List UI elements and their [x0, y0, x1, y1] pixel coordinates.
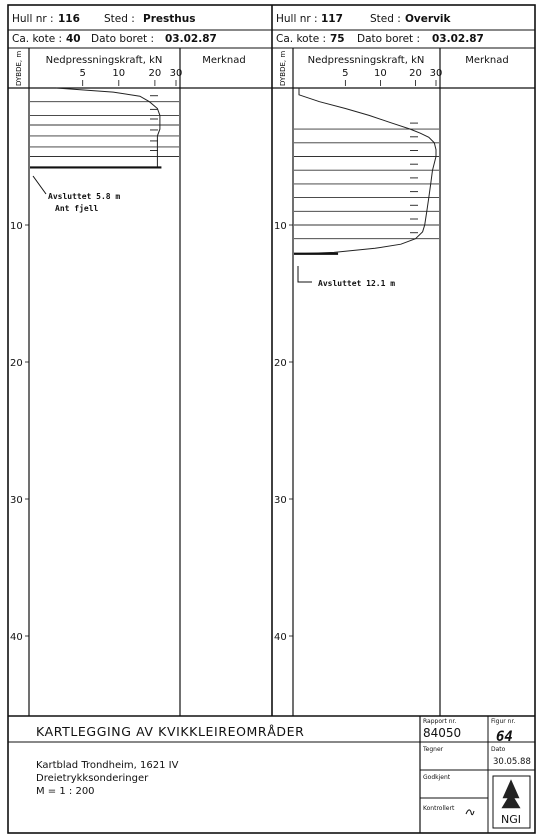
dato-label: Dato boret : [357, 33, 421, 45]
force-tick-label: 10 [374, 68, 387, 79]
dato-value: 30.05.88 [493, 757, 531, 767]
godkjent-label: Godkjent [423, 774, 451, 781]
title-block [8, 716, 535, 833]
depth-label: 20 [10, 358, 23, 369]
kote-value: 40 [66, 33, 81, 45]
annotation-leader [298, 266, 312, 282]
borehole-log-117 [272, 13, 535, 716]
subtitle-line-1: Kartblad Trondheim, 1621 IV [36, 760, 179, 771]
force-axis-header: Nedpressningskraft, kN [45, 55, 163, 66]
logo-text: NGI [501, 813, 521, 826]
subtitle-line-3: M = 1 : 200 [36, 786, 95, 797]
rapport-number: 84050 [423, 726, 462, 740]
depth-label: 10 [274, 221, 287, 232]
tree-icon [502, 780, 520, 808]
kote-label: Ca. kote : [276, 33, 327, 45]
depth-labels [10, 221, 29, 643]
tegner-label: Tegner [423, 746, 444, 753]
figur-number: 64 [496, 729, 513, 745]
force-tick-label: 20 [148, 68, 162, 79]
hull-number: 116 [58, 13, 80, 25]
depth-label: 40 [274, 632, 287, 643]
remark-header: Merknad [465, 55, 509, 66]
sted-name: Overvik [405, 13, 451, 25]
force-tick-label: 10 [112, 68, 126, 79]
depth-label: 40 [10, 632, 23, 643]
force-tick-label: 5 [79, 68, 86, 79]
main-title: KARTLEGGING AV KVIKKLEIREOMRÅDER [36, 724, 305, 739]
borehole-log-116 [8, 5, 272, 716]
annotation-line-2: Ant fjell [55, 204, 99, 213]
rapport-label: Rapport nr. [423, 718, 457, 725]
depth-label: 30 [10, 495, 23, 506]
annotation-line-1: Avsluttet 12.1 m [318, 279, 396, 288]
dato-label: Dato boret : [91, 33, 155, 45]
depth-axis-header: DYBDE, m [15, 50, 23, 86]
force-tick-labels [80, 68, 183, 86]
remark-header: Merknad [202, 55, 246, 66]
depth-label: 20 [274, 358, 287, 369]
sted-label: Sted : [104, 13, 135, 25]
force-tick-label: 20 [409, 68, 422, 79]
sted-name: Presthus [143, 13, 196, 25]
ngi-logo [493, 776, 530, 828]
force-tick-label: 30 [169, 68, 183, 79]
kontrollert-label: Kontrollert [423, 805, 455, 812]
dato-label: Dato [491, 746, 506, 753]
sted-label: Sted : [370, 13, 401, 25]
resistance-profile [56, 88, 160, 168]
dato-value: 03.02.87 [165, 33, 217, 45]
force-axis-header: Nedpressningskraft, kN [307, 55, 425, 66]
rod-turn-lines [294, 123, 439, 239]
depth-label: 10 [10, 221, 23, 232]
dato-value: 03.02.87 [432, 33, 484, 45]
depth-labels [274, 221, 293, 643]
hull-label: Hull nr : [276, 13, 318, 25]
hull-label: Hull nr : [12, 13, 54, 25]
annotation-leader [33, 176, 46, 194]
force-tick-label: 30 [429, 68, 443, 79]
annotation-line-1: Avsluttet 5.8 m [48, 192, 121, 201]
kote-value: 75 [330, 33, 345, 45]
figur-label: Figur nr. [491, 718, 516, 725]
force-tick-label: 5 [342, 68, 349, 79]
resistance-profile [299, 88, 436, 254]
kontrollert-signature [466, 810, 474, 815]
depth-label: 30 [274, 495, 287, 506]
rod-turn-lines [30, 96, 179, 157]
kote-label: Ca. kote : [12, 33, 63, 45]
depth-axis-header: DYBDE, m [279, 50, 287, 86]
hull-number: 117 [321, 13, 343, 25]
force-tick-labels [342, 68, 442, 86]
subtitle-line-2: Dreietrykksonderinger [36, 773, 149, 784]
